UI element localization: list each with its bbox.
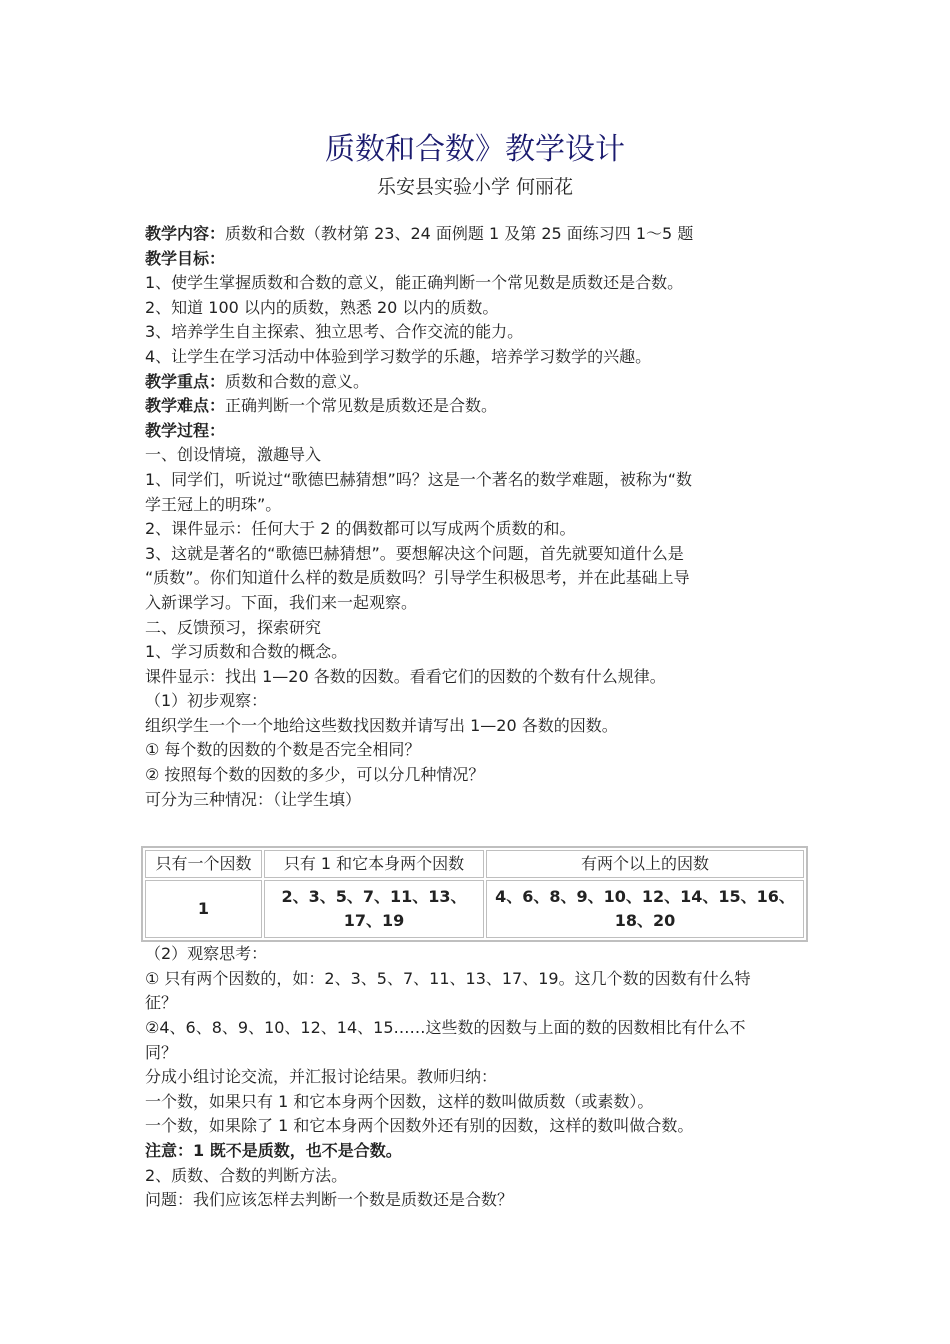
paragraph-line: 可分为三种情况：（让学生填）: [145, 789, 362, 809]
paragraph-line: 同？: [145, 1042, 178, 1062]
goal-1: 1、使学生掌握质数和合数的意义，能正确判断一个常见数是质数还是合数。: [145, 273, 684, 293]
key-point-line: [145, 370, 810, 395]
factor-table: [141, 846, 808, 942]
paragraph-line: ② 按照每个数的因数的多少，可以分几种情况？: [145, 765, 485, 785]
teaching-content-line: [145, 222, 810, 247]
paragraph-line: 组织学生一个一个地给这些数找因数并请写出 1—20 各数的因数。: [145, 715, 618, 735]
paragraph-line: （1）初步观察：: [145, 691, 268, 711]
paragraph-line: 课件显示：找出 1—20 各数的因数。看看它们的因数的个数有什么规律。: [145, 666, 666, 686]
goal-2: 2、知道 100 以内的质数，熟悉 20 以内的质数。: [145, 297, 499, 317]
paragraph-line: ① 每个数的因数的个数是否完全相同？: [145, 740, 421, 760]
table-header-cell: 只有 1 和它本身两个因数: [264, 850, 484, 878]
paragraph-line: 征？: [145, 993, 178, 1013]
goal-3: 3、培养学生自主探索、独立思考、合作交流的能力。: [145, 322, 524, 342]
section-1-heading: 一、创设情境，激趣导入: [145, 445, 322, 465]
paragraph-line: 一个数，如果只有 1 和它本身两个因数，这样的数叫做质数（或素数）。: [145, 1091, 654, 1111]
table-header-row: [145, 850, 804, 878]
paragraph-line: ②4、6、8、9、10、12、14、15……这些数的因数与上面的数的因数相比有什么不: [145, 1018, 746, 1038]
key-point-label: 教学重点：: [145, 371, 226, 391]
table-cell: 1: [145, 880, 262, 938]
paragraph-line: “质数”。你们知道什么样的数是质数吗？引导学生积极思考，并在此基础上导: [145, 568, 690, 588]
table-row: [145, 880, 804, 938]
document-author: 乐安县实验小学 何丽花: [376, 176, 574, 198]
paragraph-line: 2、质数、合数的判断方法。: [145, 1165, 348, 1185]
teaching-content-label: 教学内容：: [145, 224, 226, 243]
section-2-heading: 二、反馈预习，探索研究: [145, 617, 322, 637]
teaching-process-heading: 教学过程：: [145, 420, 226, 440]
paragraph-line: 学王冠上的明珠”。: [145, 494, 282, 514]
table-cell: 2、3、5、7、11、13、17、19: [264, 880, 484, 938]
paragraph-line: 分成小组讨论交流，并汇报讨论结果。教师归纳：: [145, 1067, 498, 1087]
difficult-point-label: 教学难点：: [145, 396, 226, 416]
difficult-point-text: 正确判断一个常见数是质数还是合数。: [225, 396, 498, 416]
paragraph-line: 一个数，如果除了 1 和它本身两个因数外还有别的因数，这样的数叫做合数。: [145, 1116, 694, 1136]
paragraph-line: 2、课件显示：任何大于 2 的偶数都可以写成两个质数的和。: [145, 519, 576, 539]
paragraph-line: ① 只有两个因数的，如：2、3、5、7、11、13、17、19。这几个数的因数有什么特: [145, 968, 751, 988]
paragraph-line: 问题：我们应该怎样去判断一个数是质数还是合数？: [145, 1190, 514, 1210]
teaching-goals-heading: 教学目标：: [145, 248, 226, 268]
paragraph-line: （2）观察思考：: [145, 944, 268, 964]
document-title: 质数和合数》教学设计: [325, 132, 625, 167]
difficult-point-line: [145, 394, 810, 419]
table-header-cell: 有两个以上的因数: [486, 850, 804, 878]
paragraph-line: 3、这就是著名的“歌德巴赫猜想”。要想解决这个问题，首先就要知道什么是: [145, 543, 684, 563]
paragraph-line: 入新课学习。下面，我们来一起观察。: [145, 592, 418, 612]
note-line: 注意：1 既不是质数，也不是合数。: [145, 1141, 402, 1160]
paragraph-line: 1、学习质数和合数的概念。: [145, 642, 348, 662]
teaching-content-text: 质数和合数（教材第 23、24 面例题 1 及第 25 面练习四 1～5 题: [225, 224, 694, 243]
paragraph-line: 1、同学们，听说过“歌德巴赫猜想”吗？这是一个著名的数学难题，被称为“数: [145, 469, 693, 489]
goal-4: 4、让学生在学习活动中体验到学习数学的乐趣，培养学习数学的兴趣。: [145, 346, 652, 366]
table-cell: 4、6、8、9、10、12、14、15、16、18、20: [486, 880, 804, 938]
key-point-text: 质数和合数的意义。: [225, 371, 370, 391]
table-header-cell: 只有一个因数: [145, 850, 262, 878]
document-body: [145, 222, 810, 1213]
